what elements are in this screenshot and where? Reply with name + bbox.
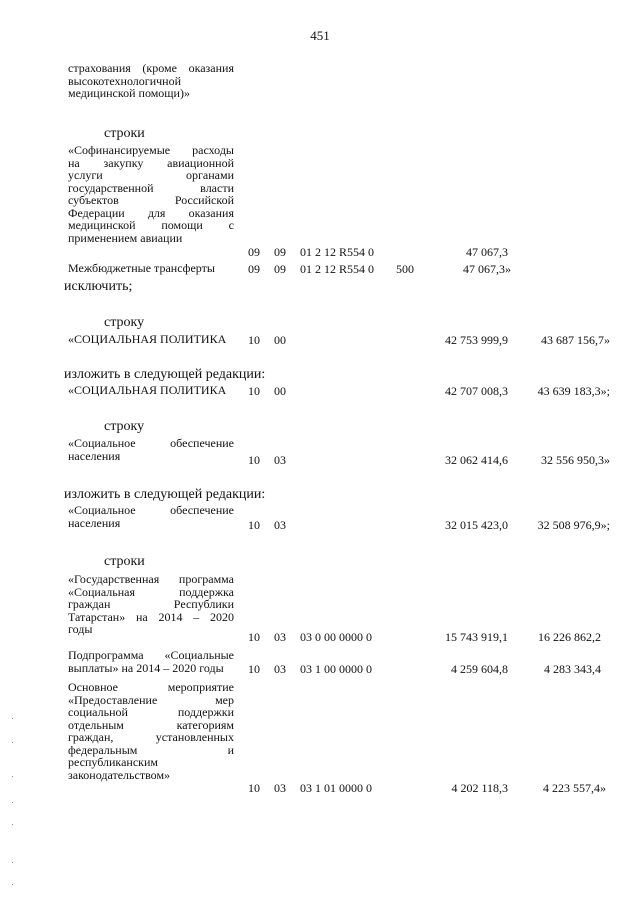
- cell-pr: 09: [274, 262, 286, 276]
- text-line: «Софинансируемые расходы: [68, 143, 234, 157]
- text-line: страхования (кроме оказания: [68, 61, 234, 75]
- cell-rz: 09: [248, 245, 260, 259]
- text-line: Татарстан» на 2014 – 2020: [68, 609, 234, 624]
- page-number: 451: [310, 28, 330, 43]
- cell-pr: 03: [274, 453, 286, 467]
- cell-csr: 01 2 12 R554 0: [300, 245, 375, 259]
- cell-rz: 09: [248, 262, 260, 276]
- text-line: граждан, установленных: [68, 730, 234, 744]
- text-line: «Предоставление мер: [68, 692, 234, 707]
- row-description: [68, 573, 234, 636]
- cell-vr: 500: [396, 262, 414, 276]
- scan-speck: [12, 884, 13, 885]
- scan-speck: [12, 776, 13, 777]
- section-heading: строку: [104, 315, 145, 330]
- cell-csr: 03 1 00 0000 0: [300, 662, 372, 676]
- cell-pr: 03: [274, 518, 286, 532]
- continuation-text: [68, 62, 234, 100]
- cell-amount1: 42 753 999,9: [445, 333, 508, 347]
- cell-rz: 10: [248, 630, 260, 644]
- cell-amount2: 43 687 156,7»: [541, 333, 610, 347]
- section-heading: строки: [104, 554, 145, 569]
- cell-amount1: 4 259 604,8: [451, 662, 508, 676]
- cell-pr: 00: [274, 384, 286, 398]
- cell-amount1: 15 743 919,1: [445, 630, 508, 644]
- text-line: услуги органами: [68, 168, 234, 182]
- text-line: государственной власти: [68, 180, 234, 195]
- scan-speck: [12, 718, 13, 719]
- row-description: [68, 262, 234, 275]
- text-line: законодательством»: [68, 767, 171, 782]
- cell-amount2: 32 508 976,9»;: [537, 518, 610, 532]
- cell-rz: 10: [248, 662, 260, 676]
- cell-amount2: 43 639 183,3»;: [537, 384, 610, 398]
- text-line: выплаты» на 2014 – 2020 годы: [68, 660, 224, 675]
- text-line: «Государственная программа: [68, 572, 234, 586]
- row-description: [68, 384, 234, 397]
- row-description: [68, 437, 234, 462]
- instruction-text: исключить;: [64, 279, 133, 294]
- text-line: Основное мероприятие: [68, 680, 234, 694]
- text-line: Подпрограмма «Социальные: [68, 648, 234, 662]
- cell-pr: 03: [274, 781, 286, 795]
- text-line: «Социальное обеспечение: [68, 436, 234, 450]
- cell-amount1: 47 067,3: [466, 245, 508, 259]
- text-line: отдельным категориям: [68, 717, 234, 732]
- cell-csr: 01 2 12 R554 0: [300, 262, 375, 276]
- scan-speck: [12, 824, 13, 825]
- text-line: медицинской помощи с: [68, 218, 234, 232]
- text-line: на закупку авиационной: [68, 155, 234, 170]
- cell-rz: 10: [248, 453, 260, 467]
- text-line: граждан Республики: [68, 597, 234, 611]
- cell-amount2: 4 283 343,4: [544, 662, 601, 676]
- text-line: «СОЦИАЛЬНАЯ ПОЛИТИКА: [68, 332, 227, 346]
- cell-amount1: 47 067,3»: [463, 262, 511, 276]
- scan-speck: [12, 802, 13, 803]
- text-line: федеральным и: [68, 742, 234, 757]
- text-line: «Социальное обеспечение: [68, 503, 234, 517]
- cell-csr: 03 1 01 0000 0: [300, 781, 372, 795]
- cell-rz: 10: [248, 384, 260, 398]
- cell-csr: 03 0 00 0000 0: [300, 630, 372, 644]
- text-line: Федерации для оказания: [68, 205, 234, 220]
- text-line: годы: [68, 622, 93, 636]
- cell-amount1: 32 015 423,0: [445, 518, 508, 532]
- text-line: «СОЦИАЛЬНАЯ ПОЛИТИКА: [68, 383, 227, 397]
- cell-amount2: 32 556 950,3»: [541, 453, 610, 467]
- instruction-text: изложить в следующей редакции:: [64, 367, 266, 382]
- section-heading: строку: [104, 419, 145, 434]
- text-line: республиканским: [68, 755, 158, 769]
- instruction-text: изложить в следующей редакции:: [64, 487, 266, 502]
- cell-rz: 10: [248, 518, 260, 532]
- text-line: «Социальная поддержка: [68, 584, 234, 599]
- row-description: [68, 504, 234, 529]
- cell-amount1: 4 202 118,3: [451, 781, 508, 795]
- scan-speck: [12, 862, 13, 863]
- cell-amount2: 4 223 557,4»: [543, 781, 606, 795]
- text-line: социальной поддержки: [68, 705, 234, 719]
- scan-speck: [12, 742, 13, 743]
- cell-amount1: 42 707 008,3: [445, 384, 508, 398]
- text-line: населения: [68, 515, 121, 530]
- text-line: субъектов Российской: [68, 193, 234, 207]
- cell-amount2: 16 226 862,2: [538, 630, 601, 644]
- cell-pr: 09: [274, 245, 286, 259]
- cell-rz: 10: [248, 333, 260, 347]
- text-line: высокотехнологичной: [68, 73, 182, 88]
- row-description: [68, 144, 234, 244]
- text-line: применением авиации: [68, 230, 183, 245]
- cell-pr: 03: [274, 662, 286, 676]
- text-line: населения: [68, 448, 121, 463]
- cell-pr: 00: [274, 333, 286, 347]
- row-description: [68, 649, 234, 674]
- text-line: медицинской помощи)»: [68, 86, 190, 100]
- section-heading: строки: [104, 126, 145, 141]
- row-description: [68, 333, 234, 346]
- cell-amount1: 32 062 414,6: [445, 453, 508, 467]
- cell-rz: 10: [248, 781, 260, 795]
- cell-pr: 03: [274, 630, 286, 644]
- row-description: [68, 681, 234, 781]
- text-line: Межбюджетные трансферты: [68, 261, 215, 275]
